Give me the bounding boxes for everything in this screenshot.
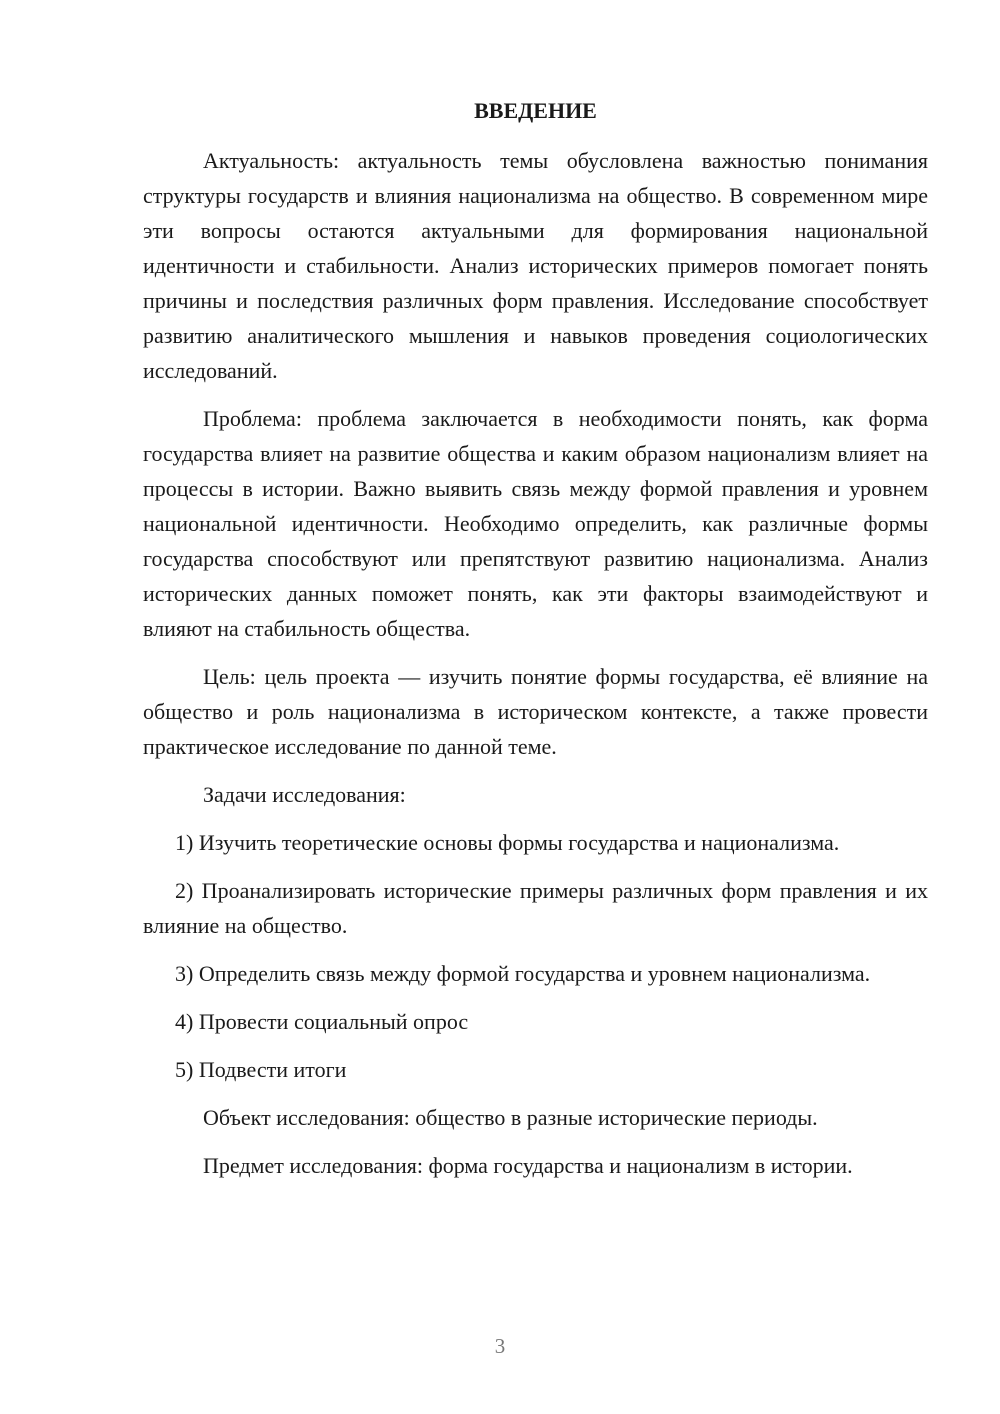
- paragraph-subject: Предмет исследования: форма государства и национализм в истории.: [203, 1153, 853, 1178]
- page-number: 3: [494, 1334, 506, 1358]
- task-item-4: 4) Провести социальный опрос: [175, 1009, 469, 1034]
- task-item-5: 5) Подвести итоги: [175, 1057, 347, 1082]
- paragraph-relevance: Актуальность: актуальность темы обусловлена важностью понимания структуры государств и влияния национализма на общество. В современном мире эти вопросы остаются актуальными для формирования национальной идентичности и стабильности. Анализ исторических примеров помогает понять причины и последствия различных форм правления. Исследование способствует развитию аналитического мышления и навыков проведения социологических исследований.: [143, 148, 928, 383]
- paragraph-goal: Цель: цель проекта — изучить понятие формы государства, её влияние на общество и роль национализма в историческом контексте, а также провести практическое исследование по данной теме.: [143, 664, 928, 759]
- paragraph-problem: Проблема: проблема заключается в необходимости понять, как форма государства влияет на развитие общества и каким образом национализм влияет на процессы в истории. Важно выявить связь между формой правления и уровнем национальной идентичности. Необходимо определить, как различные формы государства способствуют или препятствуют развитию национализма. Анализ исторических данных поможет понять, как эти факторы взаимодействуют и влияют на стабильность общества.: [143, 406, 928, 641]
- paragraph-object: Объект исследования: общество в разные исторические периоды.: [203, 1105, 818, 1130]
- task-item-1: 1) Изучить теоретические основы формы государства и национализма.: [175, 830, 840, 855]
- task-item-2: 2) Проанализировать исторические примеры различных форм правления и их влияние на общество.: [143, 878, 928, 938]
- task-item-3: 3) Определить связь между формой государства и уровнем национализма.: [175, 961, 871, 986]
- page-heading: ВВЕДЕНИЕ: [474, 98, 597, 123]
- page-content: [143, 96, 928, 1183]
- tasks-heading: Задачи исследования:: [203, 782, 406, 807]
